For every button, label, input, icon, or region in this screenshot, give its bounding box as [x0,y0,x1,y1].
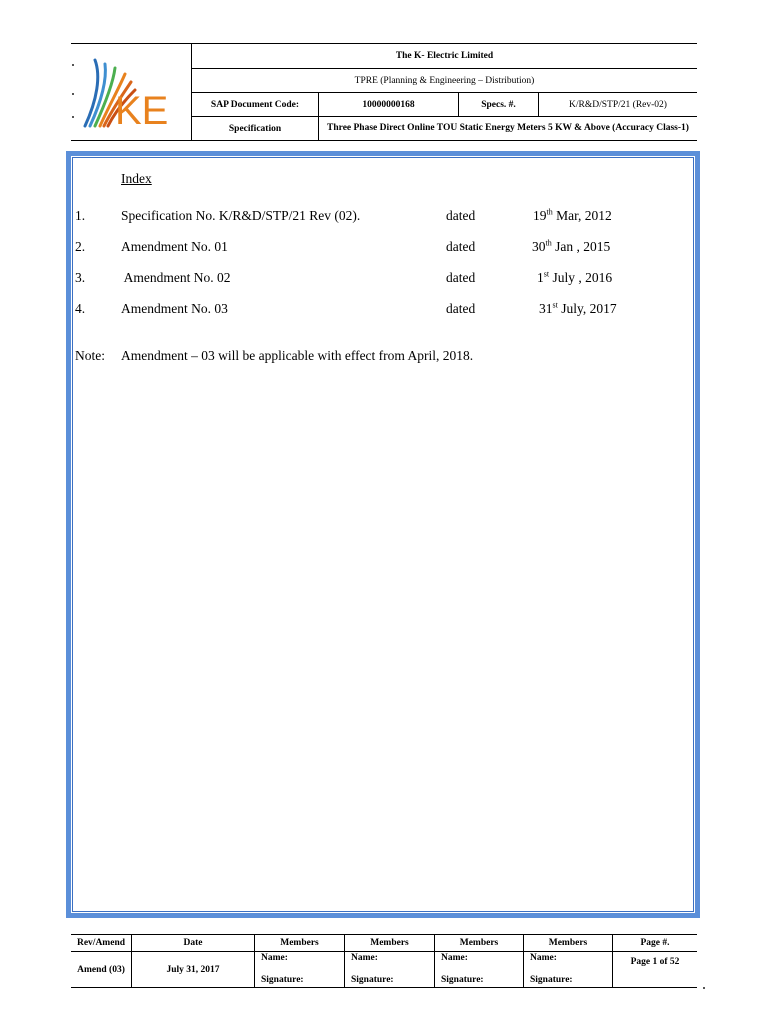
date-rest: Mar, 2012 [552,208,612,223]
index-item-dated: dated [446,208,476,223]
index-item-text: Amendment No. 01 [121,239,228,254]
index-item-date [533,208,612,224]
member-name-label: Name: [530,953,557,963]
member-signature-label: Signature: [441,975,484,985]
page-column [613,935,697,987]
index-item-dated: dated [446,301,476,316]
rev-value: Amend (03) [77,964,125,975]
date-value: July 31, 2017 [166,964,220,975]
specification-label: Specification [192,117,319,140]
date-rest: July , 2016 [549,270,613,285]
document-footer [71,934,697,988]
date-column [132,935,255,987]
member-signature-label: Signature: [261,975,304,985]
index-item-date [539,301,617,317]
note-text: Amendment – 03 will be applicable with effect from April, 2018. [121,348,474,363]
members-column [345,935,435,987]
date-header: Date [132,935,254,952]
ke-logo-icon [71,44,191,140]
date-day: 31 [539,301,553,316]
member-signature-label: Signature: [530,975,573,985]
member-name-label: Name: [441,953,468,963]
scan-dot [72,64,74,66]
index-item-number: 3. [75,270,86,285]
members-header: Members [435,935,523,952]
note-label: Note: [75,348,105,363]
scan-dot [72,116,74,118]
page-value: Page 1 of 52 [630,957,680,967]
specs-label: Specs. #. [459,93,539,116]
members-header: Members [345,935,434,952]
sap-value: 10000000168 [319,93,459,116]
scan-dot [72,93,74,95]
date-day: 30 [532,239,546,254]
content-frame [66,151,700,918]
index-item-text: Specification No. K/R&D/STP/21 Rev (02). [121,208,361,223]
date-suffix: th [546,207,553,217]
index-item-date [537,270,612,286]
index-item-date [532,239,610,255]
index-item-text: Amendment No. 03 [121,301,228,316]
date-suffix: st [543,269,550,279]
date-day: 1 [537,270,544,285]
index-title: Index [121,171,152,186]
index-item-number: 4. [75,301,86,316]
member-name-label: Name: [261,953,288,963]
index-item-dated: dated [446,270,476,285]
sap-row [192,93,697,117]
index-item-number: 2. [75,239,86,254]
index-item-number: 1. [75,208,86,223]
member-name-label: Name: [351,953,378,963]
sap-label: SAP Document Code: [192,93,319,116]
specification-row [192,117,697,140]
members-header: Members [255,935,344,952]
member-signature-label: Signature: [351,975,394,985]
scan-dot [703,987,705,989]
date-day: 19 [533,208,547,223]
company-name: The K- Electric Limited [192,44,697,69]
members-column [435,935,524,987]
rev-column [71,935,132,987]
date-suffix: st [552,300,558,310]
members-header: Members [524,935,612,952]
specification-title: Three Phase Direct Online TOU Static Energy Meters 5 KW & Above (Accuracy Class-1) [327,123,689,134]
logo-letters: KE [115,89,169,133]
ke-logo [71,44,192,140]
department-name: TPRE (Planning & Engineering – Distribution) [192,69,697,93]
index-item-text: Amendment No. 02 [121,270,231,285]
date-rest: July, 2017 [557,301,617,316]
rev-header: Rev/Amend [71,935,131,952]
specs-value: K/R&D/STP/21 (Rev-02) [569,99,667,110]
date-suffix: th [545,238,552,248]
page-header: Page #. [613,935,697,952]
document-header [71,43,697,141]
index-item-dated: dated [446,239,476,254]
members-column [524,935,613,987]
members-column [255,935,345,987]
date-rest: Jan , 2015 [551,239,611,254]
